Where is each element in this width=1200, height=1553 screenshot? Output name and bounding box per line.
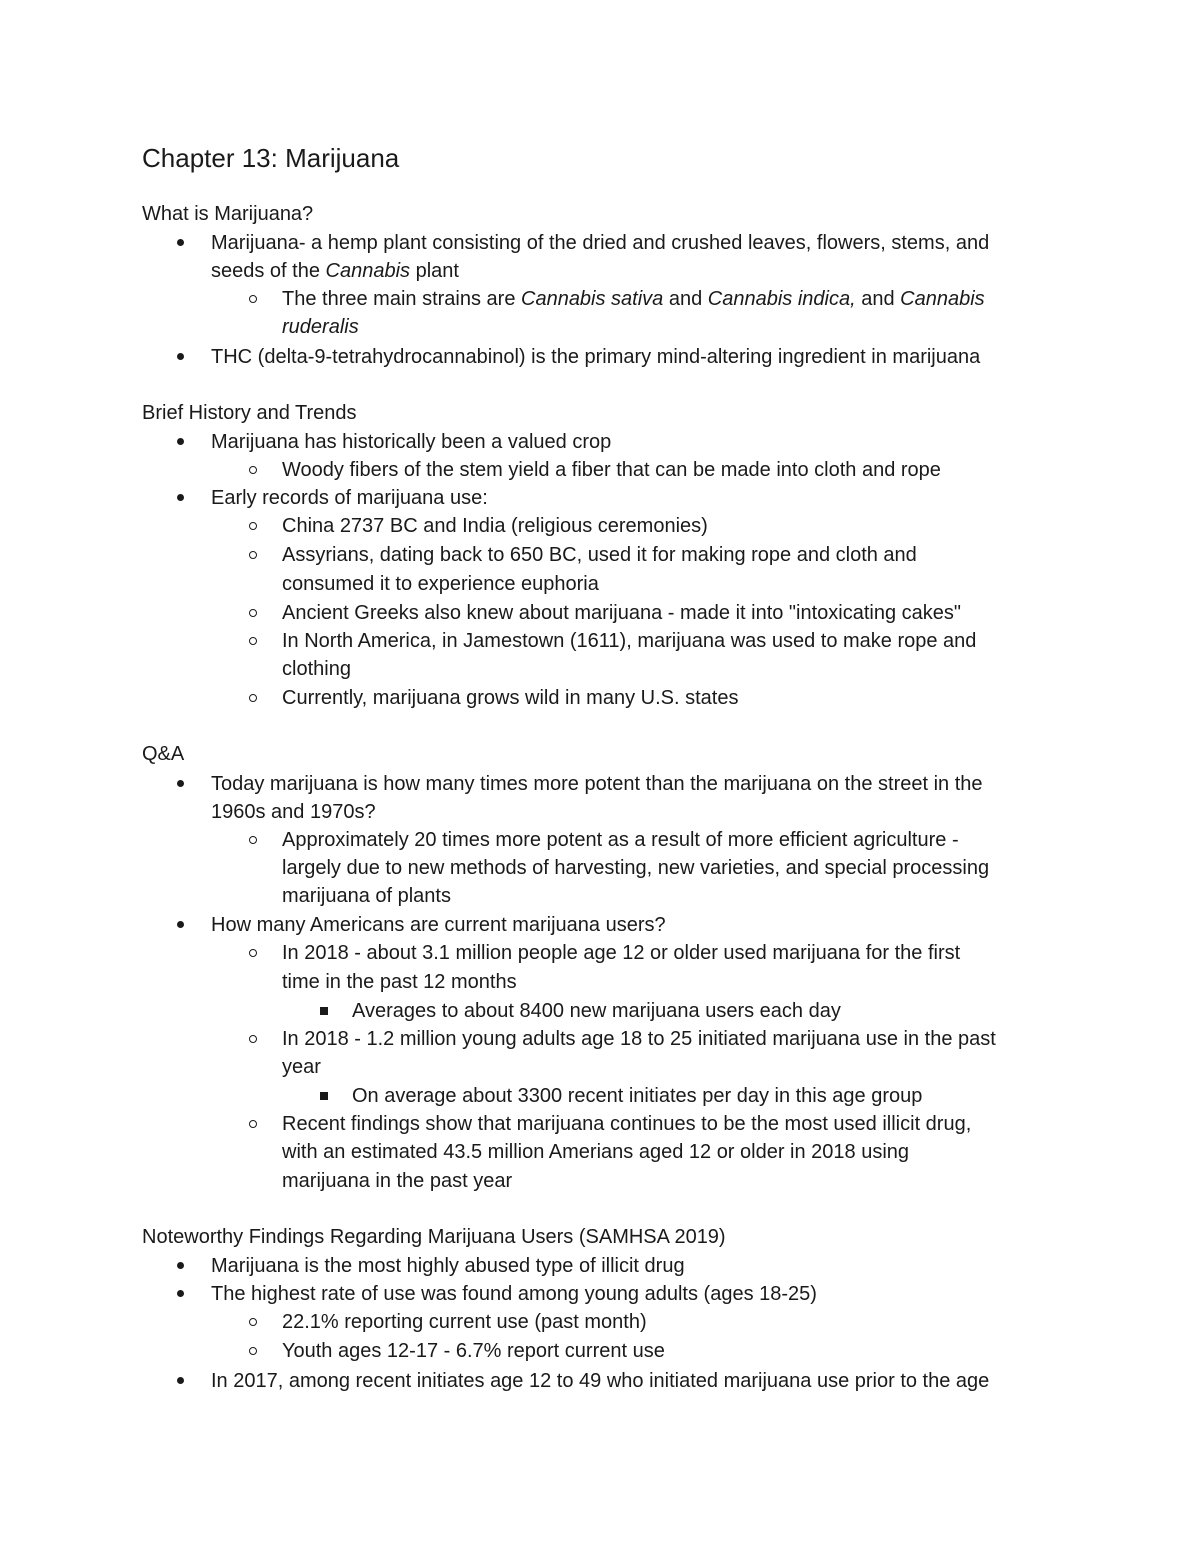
bullet-icon xyxy=(177,353,184,360)
sub-list-item: Currently, marijuana grows wild in many U.S. states xyxy=(282,687,739,709)
bullet-icon xyxy=(177,494,184,501)
list-item-continuation: 1960s and 1970s? xyxy=(211,801,376,823)
sub-list-item: Woody fibers of the stem yield a fiber that can be made into cloth and rope xyxy=(282,459,941,481)
bullet-icon xyxy=(177,239,184,246)
list-item: The highest rate of use was found among young adults (ages 18-25) xyxy=(211,1283,817,1305)
sub-list-item-continuation: marijuana in the past year xyxy=(282,1170,513,1192)
sub-list-item-continuation: with an estimated 43.5 million Amerians aged 12 or older in 2018 using xyxy=(282,1141,910,1163)
sub-list-item: Youth ages 12-17 - 6.7% report current use xyxy=(282,1340,665,1362)
sub-list-item: In 2018 - 1.2 million young adults age 18 to 25 initiated marijuana use in the past xyxy=(282,1028,996,1050)
bullet-icon xyxy=(177,1262,184,1269)
circle-bullet-icon xyxy=(249,949,257,957)
sub-list-item: In 2018 - about 3.1 million people age 12 or older used marijuana for the first xyxy=(282,942,961,964)
list-item: How many Americans are current marijuana users? xyxy=(211,914,666,936)
section-heading: What is Marijuana? xyxy=(142,203,314,225)
sub-list-item-continuation: clothing xyxy=(282,658,351,680)
square-bullet-icon xyxy=(320,1007,328,1015)
list-item-continuation: seeds of the Cannabis plant xyxy=(211,260,459,282)
bullet-icon xyxy=(177,1290,184,1297)
sub-sub-list-item: On average about 3300 recent initiates per day in this age group xyxy=(352,1085,923,1107)
sub-list-item: Recent findings show that marijuana continues to be the most used illicit drug, xyxy=(282,1113,972,1135)
circle-bullet-icon xyxy=(249,1120,257,1128)
circle-bullet-icon xyxy=(249,295,257,303)
sub-list-item: The three main strains are Cannabis sativa and Cannabis indica, and Cannabis xyxy=(282,288,985,310)
sub-list-item: Ancient Greeks also knew about marijuana - made it into "intoxicating cakes" xyxy=(282,602,961,624)
sub-list-item: 22.1% reporting current use (past month) xyxy=(282,1311,647,1333)
sub-list-item: In North America, in Jamestown (1611), marijuana was used to make rope and xyxy=(282,630,977,652)
circle-bullet-icon xyxy=(249,522,257,530)
list-item: THC (delta-9-tetrahydrocannabinol) is the primary mind-altering ingredient in marijuana xyxy=(211,346,981,368)
list-item: Marijuana is the most highly abused type of illicit drug xyxy=(211,1255,685,1277)
square-bullet-icon xyxy=(320,1092,328,1100)
sub-sub-list-item: Averages to about 8400 new marijuana users each day xyxy=(352,1000,841,1022)
circle-bullet-icon xyxy=(249,1318,257,1326)
bullet-icon xyxy=(177,780,184,787)
list-item: Marijuana has historically been a valued crop xyxy=(211,431,612,453)
circle-bullet-icon xyxy=(249,836,257,844)
sub-list-item-continuation: marijuana of plants xyxy=(282,885,451,907)
sub-list-item: Approximately 20 times more potent as a result of more efficient agriculture - xyxy=(282,829,959,851)
sub-list-item: Assyrians, dating back to 650 BC, used it for making rope and cloth and xyxy=(282,544,917,566)
sub-list-item-continuation: time in the past 12 months xyxy=(282,971,517,993)
list-item: In 2017, among recent initiates age 12 to 49 who initiated marijuana use prior to the age xyxy=(211,1370,990,1392)
bullet-icon xyxy=(177,921,184,928)
section-heading: Noteworthy Findings Regarding Marijuana Users (SAMHSA 2019) xyxy=(142,1226,726,1248)
circle-bullet-icon xyxy=(249,551,257,559)
sub-list-item-continuation: largely due to new methods of harvesting, new varieties, and special processing xyxy=(282,857,990,879)
circle-bullet-icon xyxy=(249,609,257,617)
bullet-icon xyxy=(177,1377,184,1384)
sub-list-item: China 2737 BC and India (religious ceremonies) xyxy=(282,515,708,537)
section-heading: Brief History and Trends xyxy=(142,402,357,424)
sub-list-item-continuation: ruderalis xyxy=(282,316,359,338)
page-title: Chapter 13: Marijuana xyxy=(142,143,400,173)
circle-bullet-icon xyxy=(249,466,257,474)
section-heading: Q&A xyxy=(142,743,185,765)
list-item: Today marijuana is how many times more potent than the marijuana on the street in the xyxy=(211,773,983,795)
sub-list-item-continuation: consumed it to experience euphoria xyxy=(282,573,599,595)
circle-bullet-icon xyxy=(249,1035,257,1043)
circle-bullet-icon xyxy=(249,694,257,702)
bullet-icon xyxy=(177,438,184,445)
list-item: Early records of marijuana use: xyxy=(211,487,488,509)
circle-bullet-icon xyxy=(249,1347,257,1355)
sub-list-item-continuation: year xyxy=(282,1056,321,1078)
list-item: Marijuana- a hemp plant consisting of the dried and crushed leaves, flowers, stems, and xyxy=(211,232,990,254)
circle-bullet-icon xyxy=(249,637,257,645)
